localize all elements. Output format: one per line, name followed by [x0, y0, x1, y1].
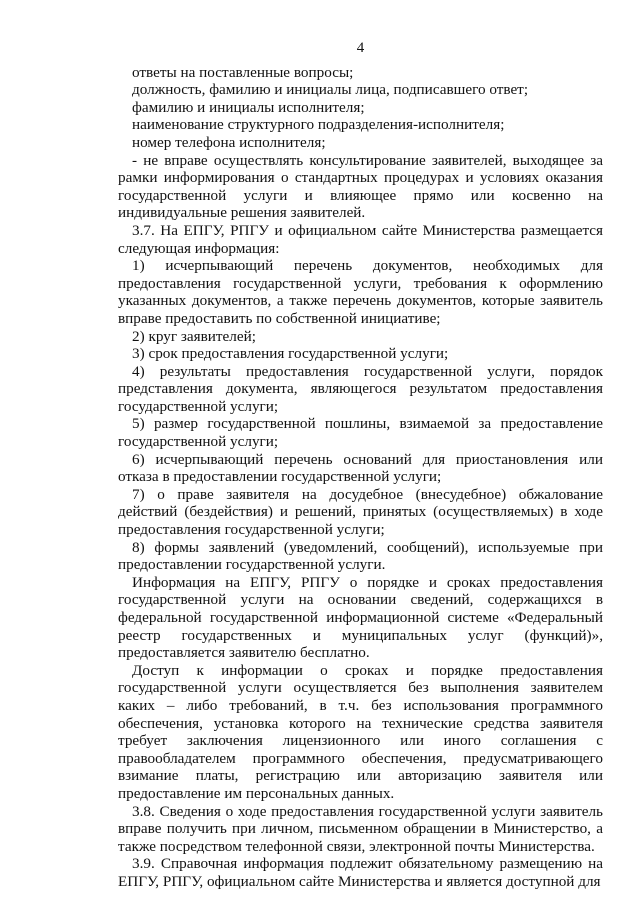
list-item: 7) о праве заявителя на досудебное (внесудебное) обжалование действий (бездействия) и решений, принятых (осуществляемых) в ходе предоставления государственной услуги; [118, 485, 603, 539]
list-item: 2) круг заявителей; [132, 327, 256, 345]
list-line: ответы на поставленные вопросы; [132, 63, 354, 81]
list-line: должность, фамилию и инициалы лица, подписавшего ответ; [132, 81, 529, 99]
list-line: номер телефона исполнителя; [132, 133, 326, 151]
list-item: 5) размер государственной пошлины, взимаемой за предоставление государственной услуги; [118, 415, 603, 451]
document-page [118, 40, 603, 891]
list-item: 3) срок предоставления государственной услуги; [132, 345, 449, 363]
list-line: фамилию и инициалы исполнителя; [132, 98, 365, 116]
list-item: 4) результаты предоставления государственной услуги, порядок представления документа, являющегося результатом предоставления государственной услуги; [118, 362, 603, 415]
list-item: 8) формы заявлений (уведомлений, сообщений), используемые при предоставлении государственной услуги. [118, 538, 603, 574]
paragraph-section-3-8: 3.8. Сведения о ходе предоставления государственной услуги заявитель вправе получить при личном, письменном обращении в Министерство, а также посредством телефонной связи, электронной почты Министерства. [118, 802, 603, 855]
list-item: 6) исчерпывающий перечень оснований для приостановления или отказа в предоставлении государственной услуги; [118, 450, 603, 486]
paragraph: Доступ к информации о сроках и порядке предоставления государственной услуги осуществляется без выполнения заявителем каких – либо требований, в т.ч. без использования программного обеспечения, установка которого на технические средства заявителя требует заключения лицензионного или иного соглашения с правообладателем программного обеспечения, предусматривающего взимание платы, регистрацию или авторизацию заявителя или предоставление им персональных данных. [118, 661, 603, 802]
page-number: 4 [356, 40, 365, 56]
list-item: 1) исчерпывающий перечень документов, необходимых для предоставления государственной услуги, требования к оформлению указанных документов, а также перечень документов, которые заявитель вправе предоставить по собственной инициативе; [118, 257, 603, 327]
paragraph-section-3-9: 3.9. Справочная информация подлежит обязательному размещению на ЕПГУ, РПГУ, официальном сайте Министерства и является доступной для [118, 855, 603, 890]
list-line: наименование структурного подразделения-исполнителя; [132, 116, 505, 134]
paragraph: Информация на ЕПГУ, РПГУ о порядке и сроках предоставления государственной услуги на основании сведений, содержащихся в федеральной государственной информационной системе «Федеральный реестр государственных и муниципальных услуг (функций)», предоставляется заявителю бесплатно. [118, 573, 603, 662]
paragraph-section-3-7: 3.7. На ЕПГУ, РПГУ и официальном сайте Министерства размещается следующая информация: [118, 221, 603, 257]
paragraph: - не вправе осуществлять консультирование заявителей, выходящее за рамки информирования о стандартных процедурах и условиях оказания государственной услуги и влияющее прямо или косвенно на индивидуальные решения заявителей. [118, 151, 603, 222]
